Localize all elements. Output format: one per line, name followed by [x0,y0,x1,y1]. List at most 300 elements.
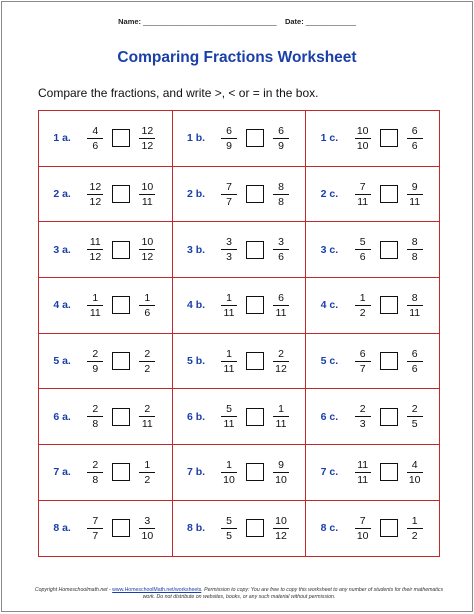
right-denominator: 8 [278,195,284,208]
right-fraction [273,181,289,208]
left-fraction [87,125,103,152]
left-numerator: 1 [92,291,99,304]
left-numerator: 3 [226,236,232,249]
right-denominator: 5 [411,418,418,431]
problem-cell [172,445,306,501]
right-fraction [407,292,423,319]
right-denominator: 11 [409,306,421,319]
left-numerator: 2 [92,347,99,360]
fraction-bar [139,528,155,529]
right-numerator: 6 [411,347,418,360]
left-fraction [87,236,103,263]
fraction-bar [221,249,237,250]
fraction-bar [273,361,289,362]
fraction-bar [407,194,423,195]
problem-row [39,111,440,167]
name-blank: ________________________________ [143,17,277,26]
answer-box[interactable] [380,463,398,481]
fraction-bar [87,472,103,473]
left-fraction [87,181,103,208]
problem [39,111,172,166]
right-denominator: 11 [141,195,153,208]
right-numerator: 10 [275,514,287,527]
left-denominator: 11 [89,306,101,319]
footer-link[interactable]: www.HomeschoolMath.net/worksheets [112,587,202,593]
left-denominator: 7 [92,529,99,542]
problem-cell [172,111,306,167]
left-numerator: 4 [92,124,99,137]
right-denominator: 10 [408,473,421,486]
fraction-bar [407,416,423,417]
problem-label: 3 c. [320,243,339,256]
left-numerator: 10 [356,124,369,137]
fraction-bar [87,249,103,250]
problem-cell [39,500,173,556]
right-numerator: 1 [144,458,151,471]
right-denominator: 6 [144,306,151,319]
problem-cell [39,278,173,334]
problem-label: 4 c. [320,299,339,312]
fraction-bar [221,194,237,195]
problem-row [39,166,440,222]
left-fraction [355,125,371,152]
right-numerator: 6 [278,291,284,304]
right-fraction [407,181,423,208]
right-numerator: 3 [144,514,151,527]
problem-cell [39,222,173,278]
problem-cell [306,166,440,222]
problem-cell [39,389,173,445]
left-denominator: 11 [223,418,235,431]
answer-box[interactable] [112,408,130,426]
answer-box[interactable] [380,519,398,537]
answer-box[interactable] [246,519,264,537]
fraction-bar [139,249,155,250]
left-numerator: 12 [89,180,102,193]
left-denominator: 10 [356,139,369,152]
right-denominator: 6 [411,362,418,375]
problem-row [39,333,440,389]
fraction-bar [139,361,155,362]
name-date-line [2,17,472,26]
problem-label: 6 b. [186,410,206,423]
left-fraction [87,403,103,430]
left-denominator: 10 [356,529,369,542]
right-fraction [407,236,423,263]
problem [39,501,172,556]
problem-cell [172,278,306,334]
left-denominator: 12 [89,251,102,264]
problem [306,167,439,222]
problem-label: 1 a. [53,132,71,145]
problem [173,334,306,389]
fraction-bar [87,361,103,362]
left-denominator: 2 [359,306,366,319]
problem-cell [39,166,173,222]
problem-label: 5 c. [320,355,339,368]
fraction-bar [221,528,237,529]
right-numerator: 2 [144,347,151,360]
left-denominator: 11 [357,473,369,486]
left-numerator: 1 [226,347,232,360]
right-fraction [407,348,423,375]
problem [173,167,306,222]
problem-cell [39,445,173,501]
left-numerator: 7 [226,180,232,193]
left-denominator: 11 [223,306,235,319]
answer-box[interactable] [112,241,130,259]
left-fraction [355,181,371,208]
fraction-bar [273,138,289,139]
footer-copyright: Copyright Homeschoolmath.net - [34,587,113,593]
right-numerator: 12 [141,124,154,137]
problem-label: 4 b. [186,299,206,312]
fraction-bar [221,361,237,362]
right-fraction [139,515,155,542]
problem-label: 2 a. [53,188,71,201]
answer-box[interactable] [246,296,264,314]
answer-box[interactable] [380,296,398,314]
right-denominator: 10 [141,529,154,542]
fraction-bar [273,472,289,473]
right-denominator: 11 [275,418,287,431]
right-numerator: 2 [411,403,418,416]
problem-row [39,222,440,278]
right-denominator: 2 [411,529,418,542]
problem [39,389,172,444]
left-fraction [221,348,237,375]
left-numerator: 6 [359,347,366,360]
right-numerator: 1 [144,291,151,304]
left-fraction [87,459,103,486]
left-fraction [221,292,237,319]
right-numerator: 2 [278,347,284,360]
left-denominator: 5 [226,529,232,542]
answer-box[interactable] [246,185,264,203]
fraction-bar [355,361,371,362]
fraction-bar [139,472,155,473]
problem-label: 7 c. [320,466,339,479]
answer-box[interactable] [112,185,130,203]
answer-box[interactable] [380,241,398,259]
right-numerator: 1 [278,403,284,416]
answer-box[interactable] [246,352,264,370]
left-fraction [87,348,103,375]
left-denominator: 11 [223,362,235,375]
right-denominator: 12 [141,251,154,264]
fraction-bar [139,305,155,306]
problem-label: 7 b. [186,466,206,479]
problem [173,278,306,333]
problem [306,501,439,556]
left-fraction [355,348,371,375]
fraction-bar [221,416,237,417]
fraction-bar [407,472,423,473]
right-fraction [273,125,289,152]
fraction-bar [407,138,423,139]
fraction-bar [407,249,423,250]
right-fraction [273,515,289,542]
right-fraction [139,292,155,319]
right-fraction [407,459,423,486]
fraction-bar [139,416,155,417]
answer-box[interactable] [246,241,264,259]
problem-cell [306,445,440,501]
left-numerator: 5 [359,236,366,249]
right-denominator: 12 [141,139,154,152]
right-fraction [407,125,423,152]
left-numerator: 11 [89,236,101,249]
left-numerator: 2 [92,403,99,416]
right-denominator: 11 [409,195,421,208]
right-fraction [273,348,289,375]
right-denominator: 12 [275,362,287,375]
problem [39,222,172,277]
left-numerator: 1 [226,291,232,304]
answer-box[interactable] [112,463,130,481]
fraction-bar [355,305,371,306]
right-numerator: 8 [278,180,284,193]
left-denominator: 6 [359,251,366,264]
answer-box[interactable] [112,519,130,537]
problem [306,445,439,500]
instructions: Compare the fractions, and write >, < or = in the box. [38,86,319,100]
right-fraction [273,403,289,430]
right-denominator: 9 [278,139,284,152]
fraction-bar [355,138,371,139]
fraction-bar [87,138,103,139]
problem-cell [39,333,173,389]
problem [306,111,439,166]
right-fraction [273,236,289,263]
worksheet-title: Comparing Fractions Worksheet [117,49,357,66]
left-denominator: 7 [359,362,366,375]
problem-row [39,278,440,334]
answer-box[interactable] [112,352,130,370]
problem-label: 2 c. [320,188,339,201]
left-denominator: 12 [89,195,102,208]
right-numerator: 2 [144,403,151,416]
problem-cell [172,500,306,556]
right-numerator: 10 [141,180,154,193]
problem [39,334,172,389]
problem-cell [172,333,306,389]
right-numerator: 6 [278,124,284,137]
left-fraction [221,125,237,152]
fraction-bar [355,416,371,417]
problem-label: 1 c. [320,132,339,145]
footer-permission: . Permission to copy: You are free to copy this worksheet to any number of students for their mathematics work. Do not distribute on websites, books, or any such material without permission. [142,587,444,600]
problem-label: 1 b. [186,132,206,145]
answer-box[interactable] [380,185,398,203]
left-fraction [221,459,237,486]
fraction-bar [87,194,103,195]
right-denominator: 11 [141,418,153,431]
left-fraction [221,181,237,208]
left-fraction [87,515,103,542]
left-numerator: 7 [92,514,99,527]
problem-row [39,500,440,556]
worksheet-page [1,1,473,612]
left-fraction [221,236,237,263]
problem-cell [306,222,440,278]
left-denominator: 3 [359,418,366,431]
left-numerator: 2 [92,458,99,471]
answer-box[interactable] [380,352,398,370]
fraction-bar [221,138,237,139]
problem-cell [172,166,306,222]
problem [39,278,172,333]
fraction-bar [87,305,103,306]
left-numerator: 6 [226,124,232,137]
problem [173,501,306,556]
left-denominator: 6 [92,139,99,152]
left-denominator: 10 [223,473,235,486]
problem-label: 8 c. [320,522,339,535]
problem [306,389,439,444]
right-numerator: 8 [411,291,418,304]
problem-cell [306,278,440,334]
problem [39,167,172,222]
fraction-bar [407,305,423,306]
fraction-bar [407,528,423,529]
fraction-bar [273,194,289,195]
answer-box[interactable] [246,463,264,481]
problem-label: 6 c. [320,410,339,423]
problem-cell [306,111,440,167]
problem [173,222,306,277]
problem-cell [306,389,440,445]
right-numerator: 8 [411,236,418,249]
fraction-bar [273,528,289,529]
problem-label: 5 a. [53,355,71,368]
problem-label: 4 a. [53,299,71,312]
right-denominator: 8 [411,251,418,264]
problem [173,445,306,500]
right-fraction [139,181,155,208]
problem-row [39,389,440,445]
right-denominator: 2 [144,473,151,486]
problem-cell [306,500,440,556]
right-fraction [139,125,155,152]
fraction-bar [221,305,237,306]
right-numerator: 6 [411,124,418,137]
right-fraction [273,292,289,319]
answer-box[interactable] [380,129,398,147]
fraction-bar [87,416,103,417]
problem-cell [39,111,173,167]
answer-box[interactable] [112,129,130,147]
fraction-bar [139,194,155,195]
fraction-bar [355,528,371,529]
left-fraction [355,236,371,263]
right-fraction [139,459,155,486]
problem [173,111,306,166]
left-numerator: 5 [226,403,232,416]
right-fraction [407,403,423,430]
right-fraction [407,515,423,542]
left-fraction [355,459,371,486]
left-fraction [221,515,237,542]
left-denominator: 8 [92,473,99,486]
right-denominator: 2 [144,362,151,375]
fraction-bar [407,361,423,362]
footer [32,587,446,601]
left-fraction [355,403,371,430]
left-numerator: 1 [359,291,366,304]
fraction-bar [221,472,237,473]
problem-label: 8 b. [186,522,206,535]
left-numerator: 1 [226,458,232,471]
fraction-bar [273,416,289,417]
right-numerator: 4 [411,458,418,471]
left-denominator: 9 [226,139,232,152]
left-numerator: 5 [226,514,232,527]
right-fraction [273,459,289,486]
problem-label: 5 b. [186,355,206,368]
problem-cell [172,389,306,445]
left-numerator: 7 [359,514,366,527]
left-fraction [87,292,103,319]
fraction-bar [87,528,103,529]
right-denominator: 6 [411,139,418,152]
problem-label: 6 a. [53,410,71,423]
answer-box[interactable] [380,408,398,426]
right-denominator: 11 [275,306,287,319]
problem-label: 7 a. [53,466,71,479]
problem [39,445,172,500]
fraction-bar [355,249,371,250]
problem [306,334,439,389]
right-fraction [139,403,155,430]
problems-grid [38,110,440,557]
right-numerator: 9 [411,180,418,193]
fraction-bar [355,472,371,473]
problem [173,389,306,444]
problem-label: 8 a. [53,522,71,535]
left-numerator: 11 [357,458,369,471]
left-numerator: 7 [359,180,366,193]
fraction-bar [139,138,155,139]
problem [306,278,439,333]
date-label: Date: [284,17,304,26]
problem-cell [172,222,306,278]
left-denominator: 9 [92,362,99,375]
right-numerator: 10 [141,236,154,249]
right-numerator: 9 [278,458,284,471]
right-denominator: 6 [278,251,284,264]
right-numerator: 1 [411,514,418,527]
problem-cell [306,333,440,389]
left-fraction [355,515,371,542]
fraction-bar [273,305,289,306]
left-denominator: 11 [357,195,369,208]
answer-box[interactable] [246,129,264,147]
answer-box[interactable] [246,408,264,426]
left-denominator: 3 [226,251,232,264]
date-blank: ____________ [305,17,356,26]
problem [306,222,439,277]
fraction-bar [355,194,371,195]
right-fraction [139,236,155,263]
left-denominator: 7 [226,195,232,208]
right-denominator: 10 [275,473,287,486]
left-fraction [221,403,237,430]
left-numerator: 2 [359,403,366,416]
answer-box[interactable] [112,296,130,314]
name-label: Name: [118,17,142,26]
problem-label: 3 b. [186,243,206,256]
